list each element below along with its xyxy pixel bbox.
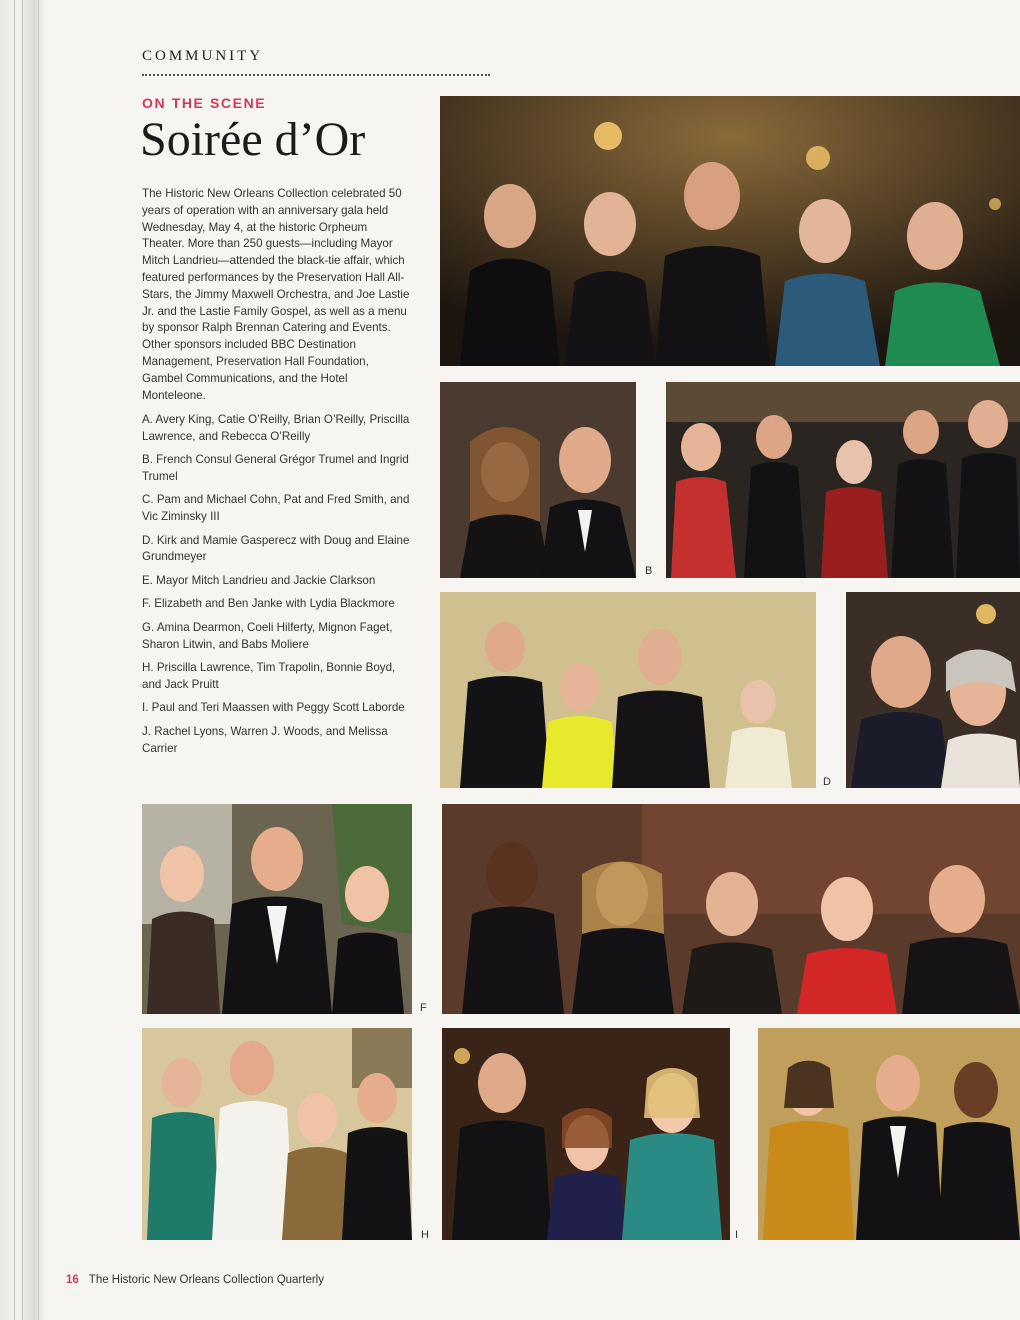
caption-j: J. Rachel Lyons, Warren J. Woods, and Melissa Carrier: [142, 724, 388, 755]
caption-c: C. Pam and Michael Cohn, Pat and Fred Smith, and Vic Ziminsky III: [142, 493, 410, 523]
caption-e: E. Mayor Mitch Landrieu and Jackie Clarkson: [142, 573, 376, 587]
photo-g: [442, 804, 1020, 1014]
photo-b: [440, 382, 636, 578]
page-footer: [66, 1274, 324, 1286]
section-label: COMMUNITY: [142, 48, 264, 64]
intro-paragraph: The Historic New Orleans Collection celebrated 50 years of operation with an anniversary gala held Wednesday, May 4, at the historic Orpheum Theater. More than 250 guests—including Mayor Mitch Landrieu—attended the black-tie affair, which featured performances by the Preservation Hall All-Stars, the Jimmy Maxwell Orchestra, and Joe Lastie Jr. and the Lastie Family Gospel, as well as a menu by sponsor Ralph Brennan Catering and Events. Other sponsors included BBC Destination Management, Preservation Hall Foundation, Gambel Communications, and the Hotel Monteleone.: [142, 187, 410, 402]
photo-c: [666, 382, 1020, 578]
article-title: Soirée d’Or: [140, 113, 366, 166]
caption-d: D. Kirk and Mamie Gasperecz with Doug and Elaine Grundmeyer: [142, 533, 410, 564]
caption-f: F. Elizabeth and Ben Janke with Lydia Blackmore: [142, 597, 395, 611]
photo-h: [142, 1028, 412, 1240]
dotted-rule: [142, 74, 490, 76]
photo-letter-d: D: [823, 776, 831, 788]
photo-captions: [142, 412, 412, 764]
caption-h: H. Priscilla Lawrence, Tim Trapolin, Bonnie Boyd, and Jack Pruitt: [142, 661, 396, 691]
photo-j: [758, 1028, 1020, 1240]
photo-f: [142, 804, 412, 1014]
caption-a: A. Avery King, Catie O’Reilly, Brian O’Reilly, Priscilla Lawrence, and Rebecca O’Reilly: [142, 413, 410, 443]
photo-letter-i: I: [735, 1229, 739, 1241]
photo-d: [440, 592, 816, 788]
photo-letter-b: B: [645, 565, 653, 577]
caption-b: B. French Consul General Grégor Trumel and Ingrid Trumel: [142, 453, 409, 483]
page-number: 16: [66, 1274, 79, 1286]
kicker: ON THE SCENE: [142, 95, 267, 111]
photo-letter-h: H: [421, 1229, 429, 1241]
publication-name: The Historic New Orleans Collection Quarterly: [88, 1274, 324, 1286]
page-binding-edge: [0, 0, 46, 1320]
caption-i: I. Paul and Teri Maassen with Peggy Scott Laborde: [142, 701, 405, 715]
photo-i: [442, 1028, 730, 1240]
caption-g: G. Amina Dearmon, Coeli Hilferty, Mignon Faget, Sharon Litwin, and Babs Moliere: [142, 620, 393, 651]
photo-letter-f: F: [420, 1002, 427, 1014]
photo-a: [440, 96, 1020, 366]
photo-e: [846, 592, 1020, 788]
